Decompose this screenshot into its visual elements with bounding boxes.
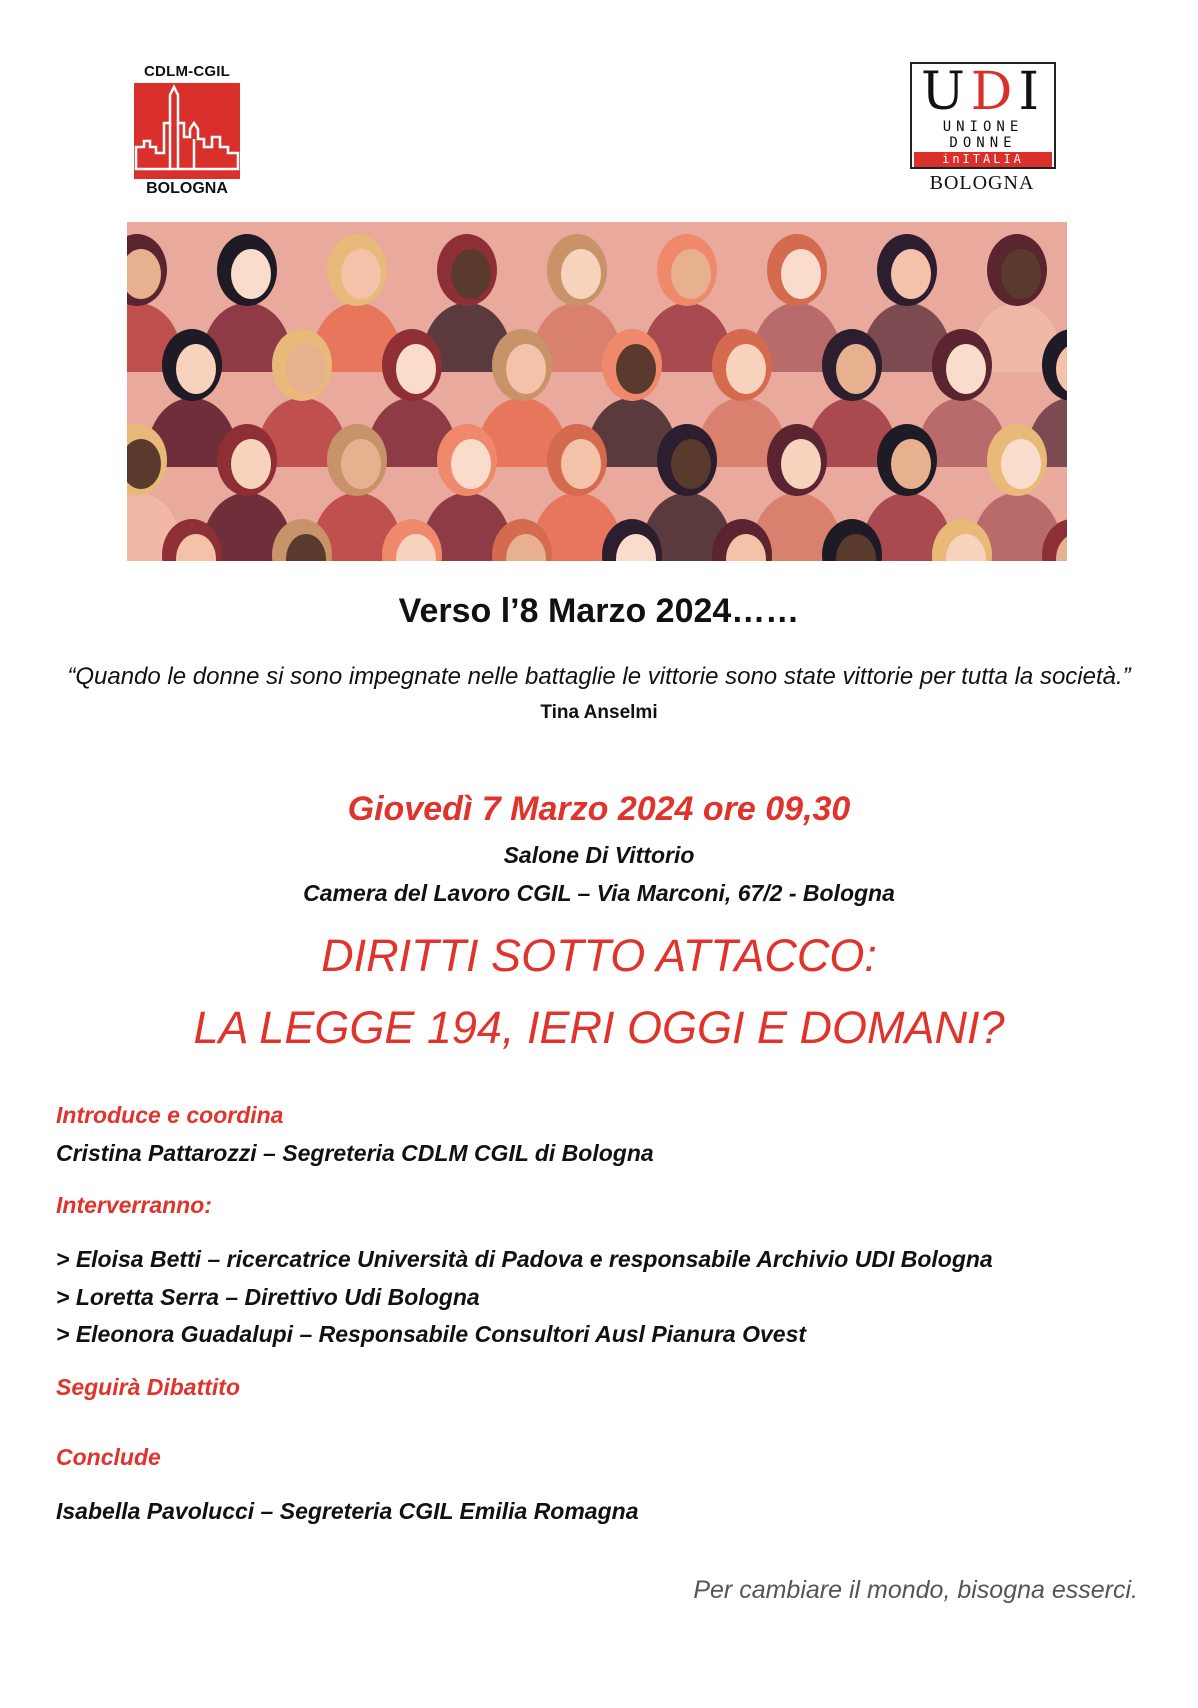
cgil-logo-bottom-text: BOLOGNA — [146, 180, 228, 197]
women-crowd-svg — [127, 222, 1067, 561]
conclude-name: Isabella Pavolucci – Segreteria CGIL Emilia Romagna — [56, 1498, 639, 1524]
event-headline-line1: DIRITTI SOTTO ATTACCO: — [321, 930, 877, 981]
speaker-item: > Eleonora Guadalupi – Responsabile Consultori Ausl Pianura Ovest — [56, 1321, 807, 1347]
udi-logo-line2: DONNE — [949, 135, 1017, 151]
cgil-logo-top-text: CDLM-CGIL — [144, 63, 230, 80]
figure-face — [451, 249, 491, 299]
figure-face — [891, 439, 931, 489]
figure-face — [726, 344, 766, 394]
quote-text: “Quando le donne si sono impegnate nelle battaglie le vittorie sono state vittorie per tutta la società.” — [67, 663, 1131, 690]
event-date: Giovedì 7 Marzo 2024 ore 09,30 — [347, 790, 851, 828]
speakers-label: Interverranno: — [56, 1192, 212, 1218]
closing-motto: Per cambiare il mondo, bisogna esserci. — [693, 1576, 1138, 1604]
figure-face — [616, 344, 656, 394]
figure-face — [781, 439, 821, 489]
figure-face — [671, 439, 711, 489]
figure-face — [231, 439, 271, 489]
event-headline-line2: LA LEGGE 194, IERI OGGI E DOMANI? — [193, 1002, 1005, 1053]
figure-face — [561, 439, 601, 489]
figure-face — [231, 249, 271, 299]
figure-face — [671, 249, 711, 299]
figure-face — [286, 344, 326, 394]
intro-label: Introduce e coordina — [56, 1102, 284, 1128]
quote-author: Tina Anselmi — [540, 702, 658, 723]
udi-logo-letters: UDI — [920, 62, 1046, 122]
event-address: Camera del Lavoro CGIL – Via Marconi, 67/2 - Bologna — [303, 880, 895, 906]
udi-logo-line3: inITALIA — [914, 152, 1052, 167]
page-title: Verso l’8 Marzo 2024…… — [398, 592, 800, 630]
figure-face — [396, 344, 436, 394]
udi-logo-bottom-text: BOLOGNA — [929, 172, 1035, 194]
figure-face — [506, 344, 546, 394]
conclude-label: Conclude — [56, 1444, 161, 1470]
udi-logo — [907, 62, 1057, 192]
figure-face — [781, 249, 821, 299]
event-venue: Salone Di Vittorio — [503, 842, 695, 868]
figure-face — [946, 344, 986, 394]
figure-face — [891, 249, 931, 299]
speaker-item: > Loretta Serra – Direttivo Udi Bologna — [56, 1284, 480, 1310]
figure-face — [1001, 439, 1041, 489]
figure-face — [561, 249, 601, 299]
cgil-towers-icon — [134, 83, 240, 179]
debate-label: Seguirà Dibattito — [56, 1374, 241, 1400]
udi-logo-box — [910, 62, 1056, 169]
speaker-item: > Eloisa Betti – ricercatrice Università di Padova e responsabile Archivio UDI Bologna — [56, 1246, 993, 1272]
figure-face — [176, 344, 216, 394]
figure-face — [836, 344, 876, 394]
figure-face — [1001, 249, 1041, 299]
intro-name: Cristina Pattarozzi – Segreteria CDLM CGIL di Bologna — [56, 1140, 654, 1166]
figure-face — [451, 439, 491, 489]
figure-face — [341, 249, 381, 299]
figure-face — [341, 439, 381, 489]
women-crowd-illustration — [127, 222, 1067, 561]
udi-logo-line1: UNIONE — [942, 119, 1024, 135]
cgil-logo — [131, 63, 243, 199]
quote — [60, 660, 1138, 730]
